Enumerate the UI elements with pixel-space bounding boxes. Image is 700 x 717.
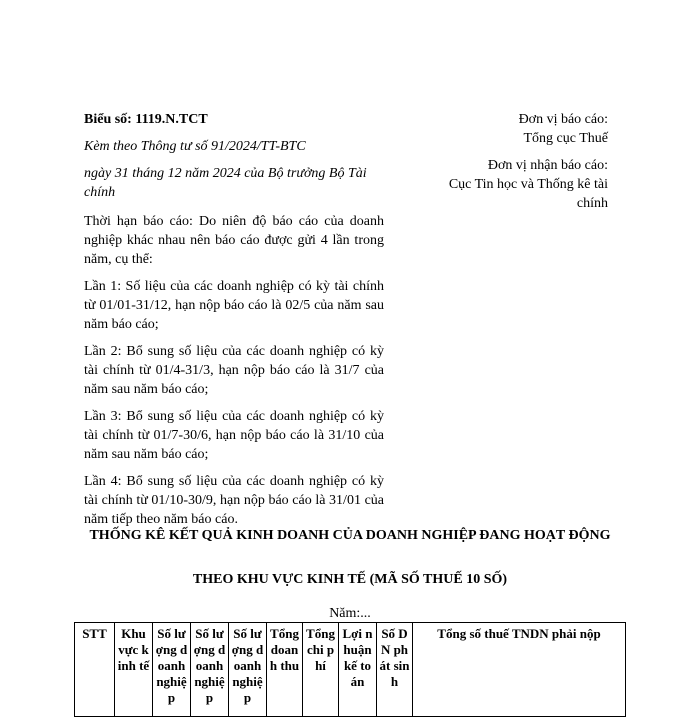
report-subtitle: THEO KHU VỰC KINH TẾ (MÃ SỐ THUẾ 10 SỐ) bbox=[192, 572, 508, 587]
header-cell: Số lượng doanh nghiệp bbox=[229, 623, 267, 717]
circular-reference: Kèm theo Thông tư số 91/2024/TT-BTC bbox=[84, 139, 306, 154]
header-cell: Số DN phát sinh bbox=[377, 623, 413, 717]
deadline-item-1: Lần 1: Số liệu của các doanh nghiệp có kỳ tài chính từ 01/01-31/12, hạn nộp báo cáo là 02/5 của năm sau năm báo cáo; bbox=[84, 279, 384, 332]
deadline-item-2: Lần 2: Bổ sung số liệu của các doanh nghiệp có kỳ tài chính từ 01/4-31/3, hạn nộp báo cáo là 31/7 của năm sau năm báo cáo; bbox=[84, 344, 384, 397]
receiving-unit: Cục Tin học và Thống kê tài chính bbox=[448, 177, 608, 211]
form-number: Biểu số: 1119.N.TCT bbox=[84, 112, 208, 127]
deadline-intro: Thời hạn báo cáo: Do niên độ báo cáo của doanh nghiệp khác nhau nên báo cáo được gửi 4 lần trong năm, cụ thể: bbox=[84, 214, 384, 267]
report-year: Năm:... bbox=[329, 606, 371, 621]
receiving-unit-label: Đơn vị nhận báo cáo: bbox=[487, 158, 608, 173]
report-title: THỐNG KÊ KẾT QUẢ KINH DOANH CỦA DOANH NGHIỆP ĐANG HOẠT ĐỘNG bbox=[89, 528, 611, 543]
header-cell: Lợi nhuận kế toán bbox=[339, 623, 377, 717]
reporting-unit: Tổng cục Thuế bbox=[523, 131, 608, 146]
report-table bbox=[74, 622, 626, 717]
deadline-item-4: Lần 4: Bổ sung số liệu của các doanh nghiệp có kỳ tài chính từ 01/10-30/9, hạn nộp báo cáo là 31/01 của năm tiếp theo năm báo cáo. bbox=[84, 474, 384, 527]
header-cell: Khu vực kinh tế bbox=[115, 623, 153, 717]
unit-info bbox=[424, 110, 608, 213]
form-info bbox=[84, 110, 384, 529]
header-cell: Tổng chi phí bbox=[303, 623, 339, 717]
table-header-row bbox=[75, 623, 626, 717]
issue-date: ngày 31 tháng 12 năm 2024 của Bộ trưởng Bộ Tài chính bbox=[84, 166, 367, 200]
header-cell: Số lượng doanh nghiệp bbox=[191, 623, 229, 717]
header-cell: Tổng số thuế TNDN phải nộp bbox=[413, 623, 626, 717]
deadline-item-3: Lần 3: Bổ sung số liệu của các doanh nghiệp có kỳ tài chính từ 01/7-30/6, hạn nộp báo cáo là 31/10 của năm sau năm báo cáo; bbox=[84, 409, 384, 462]
header-cell: Số lượng doanh nghiệp bbox=[153, 623, 191, 717]
header-cell: STT bbox=[75, 623, 115, 717]
header-cell: Tổng doanh thu bbox=[267, 623, 303, 717]
reporting-unit-label: Đơn vị báo cáo: bbox=[518, 112, 608, 127]
